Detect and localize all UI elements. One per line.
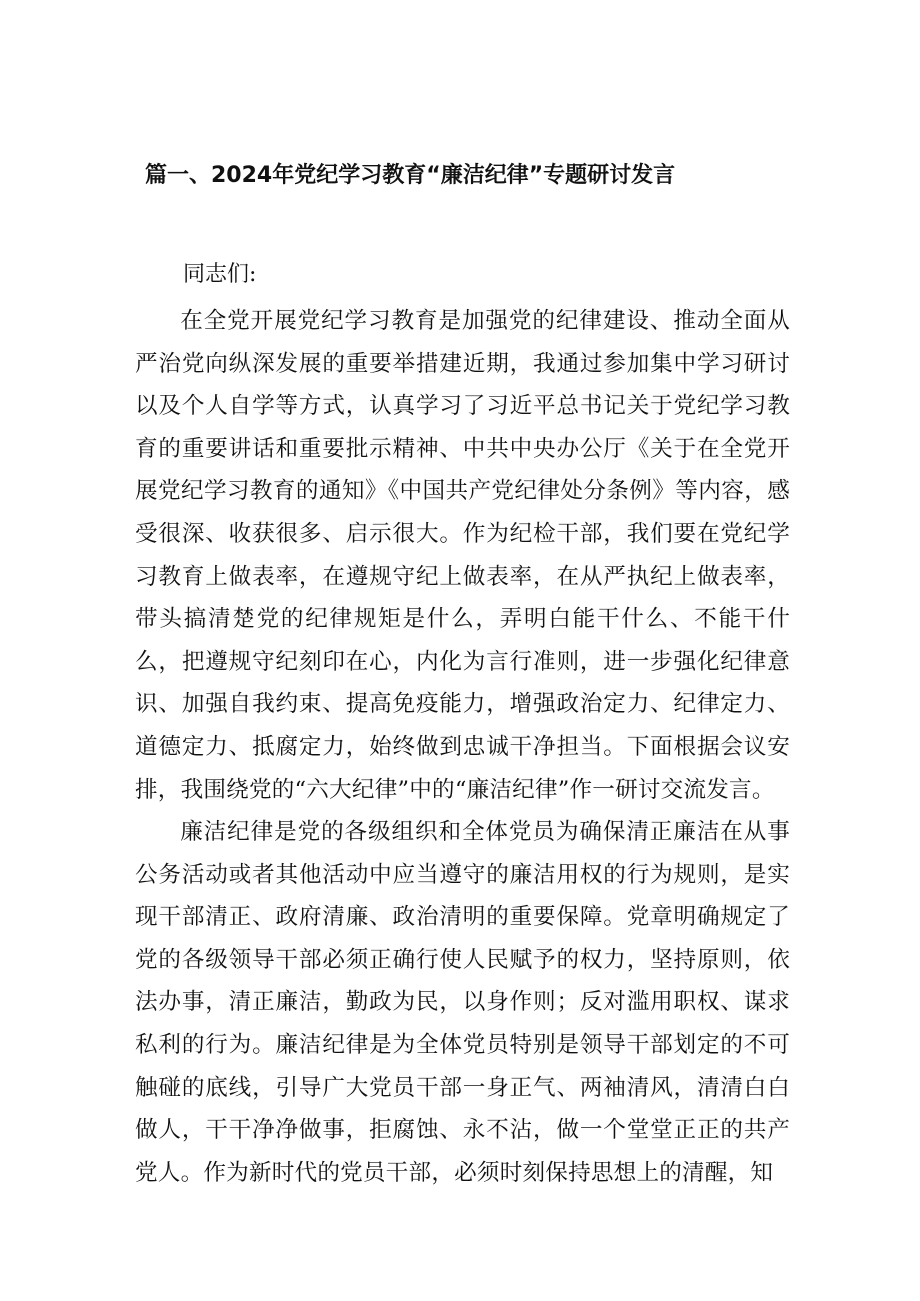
document-title: 篇一、2024年党纪学习教育“廉洁纪律”专题研讨发言 xyxy=(145,163,676,188)
salutation: 同志们: xyxy=(183,262,257,287)
body-paragraph-1: 在全党开展党纪学习教育是加强党的纪律建设、推动全面从严治党向纵深发展的重要举措建近期，我通过参加集中学习研讨以及个人自学等方式，认真学习了习近平总书记关于党纪学习教育的重要讲话和重要批示精神、中共中央办公厅《关于在全党开展党纪学习教育的通知》《中国共产党纪律处分条例》等内容，感受很深、收获很多、启示很大。作为纪检干部，我们要在党纪学习教育上做表率，在遵规守纪上做表率，在从严执纪上做表率，带头搞清楚党的纪律规矩是什么，弄明白能干什么、不能干什么，把遵规守纪刻印在心，内化为言行准则，进一步强化纪律意识、加强自我约束、提高免疫能力，增强政治定力、纪律定力、道德定力、抵腐定力，始终做到忠诚干净担当。下面根据会议安排，我围绕党的“六大纪律”中的“廉洁纪律”作一研讨交流发言。 xyxy=(135,308,790,803)
body-paragraph-2: 廉洁纪律是党的各级组织和全体党员为确保清正廉洁在从事公务活动或者其他活动中应当遵守的廉洁用权的行为规则，是实现干部清正、政府清廉、政治清明的重要保障。党章明确规定了党的各级领导干部必须正确行使人民赋予的权力，坚持原则，依法办事，清正廉洁，勤政为民，以身作则；反对滥用职权、谋求私利的行为。廉洁纪律是为全体党员特别是领导干部划定的不可触碰的底线，引导广大党员干部一身正气、两袖清风，清清白白做人，干干净净做事，拒腐蚀、永不沾，做一个堂堂正正的共产党人。作为新时代的党员干部，必须时刻保持思想上的清醒，知 xyxy=(135,819,790,1186)
